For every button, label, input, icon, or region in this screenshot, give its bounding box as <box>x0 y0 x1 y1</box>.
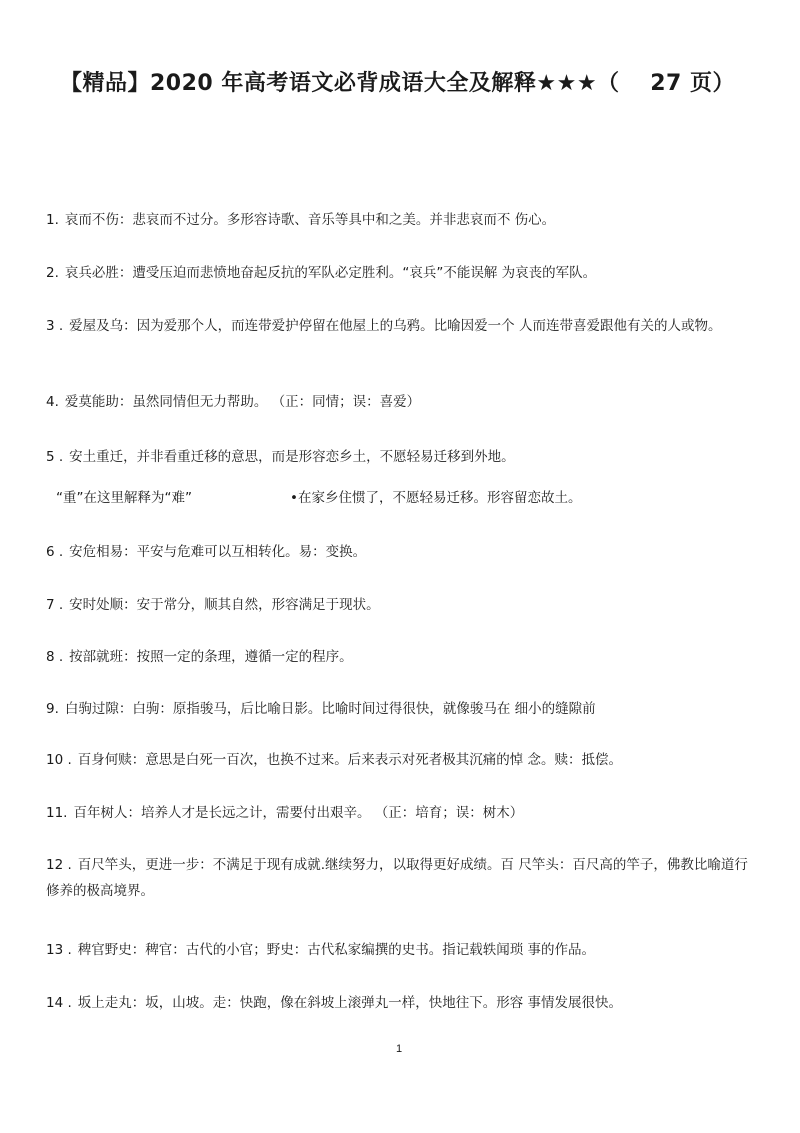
entry-note-right: •在家乡住惯了，不愿轻易迁移。形容留恋故土。 <box>290 490 582 506</box>
list-item <box>46 990 761 1016</box>
list-item <box>46 592 761 618</box>
entry-number: 13 . <box>46 942 72 958</box>
page-number: 1 <box>396 1043 403 1055</box>
entry-number: 11. <box>46 805 68 821</box>
entry-number: 4. <box>46 394 59 410</box>
entry-text: 爱屋及乌：因为爱那个人，而连带爱护停留在他屋上的乌鸦。比喻因爱一个 人而连带喜爱跟他有关的人或物。 <box>69 318 722 334</box>
entry-text: 百年树人：培养人才是长远之计，需要付出艰辛。 （正：培育；误：树木） <box>73 805 524 821</box>
entry-text: 哀兵必胜：遭受压迫而悲愤地奋起反抗的军队必定胜利。“哀兵”不能误解 为哀丧的军队。 <box>64 265 597 281</box>
entry-text: 百尺竿头，更进一步：不满足于现有成就.继续努力，以取得更好成绩。百 尺竿头：百尺高的竿子，佛教比喻道行修养的极高境界。 <box>46 857 748 899</box>
entry-number: 3 . <box>46 318 64 334</box>
entry-number: 2. <box>46 265 59 281</box>
entry-number: 9. <box>46 701 59 717</box>
entry-text: 百身何赎：意思是白死一百次，也换不过来。后来表示对死者极其沉痛的悼 念。赎：抵偿。 <box>77 752 623 768</box>
entry-text: 哀而不伤：悲哀而不过分。多形容诗歌、音乐等具中和之美。并非悲哀而不 伤心。 <box>64 212 556 228</box>
list-item <box>46 696 761 722</box>
list-item <box>46 207 761 233</box>
entry-number: 6 . <box>46 544 64 560</box>
entry-text: 坂上走丸：坂，山坡。走：快跑，像在斜坡上滚弹丸一样，快地往下。形容 事情发展很快。 <box>77 995 623 1011</box>
list-item <box>46 389 761 415</box>
list-item <box>46 539 761 565</box>
list-item <box>46 313 761 339</box>
list-item <box>46 644 761 670</box>
entry-text: 稗官野史：稗官：古代的小官；野史：古代私家编撰的史书。指记载轶闻琐 事的作品。 <box>77 942 596 958</box>
entry-text: 白驹过隙：白驹：原指骏马，后比喻日影。比喻时间过得很快，就像骏马在 细小的缝隙前 <box>64 701 596 717</box>
page-title: 【精品】2020 年高考语文必背成语大全及解释★★★（ 27 页） <box>60 71 735 96</box>
list-item <box>46 444 761 470</box>
entry-number: 7 . <box>46 597 64 613</box>
entry-text: 按部就班：按照一定的条理，遵循一定的程序。 <box>69 649 353 665</box>
entry-text: 安时处顺：安于常分，顺其自然，形容满足于现状。 <box>69 597 380 613</box>
entry-text: 安危相易：平安与危难可以互相转化。易：变换。 <box>69 544 367 560</box>
list-item <box>46 937 761 963</box>
entry-note-left: “重”在这里解释为“难” <box>56 490 192 506</box>
entry-number: 1. <box>46 212 59 228</box>
entry-text: 爱莫能助：虽然同情但无力帮助。 （正：同情；误：喜爱） <box>64 394 421 410</box>
entry-number: 5 . <box>46 449 64 465</box>
entry-text: 安土重迁，并非看重迁移的意思，而是形容恋乡土，不愿轻易迁移到外地。 <box>69 449 515 465</box>
list-item <box>46 747 761 773</box>
entry-number: 10 . <box>46 752 72 768</box>
list-item <box>46 260 761 286</box>
entry-number: 8 . <box>46 649 64 665</box>
entry-number: 14 . <box>46 995 72 1011</box>
list-item <box>46 852 761 904</box>
entry-number: 12 . <box>46 857 72 873</box>
list-item <box>46 800 761 826</box>
